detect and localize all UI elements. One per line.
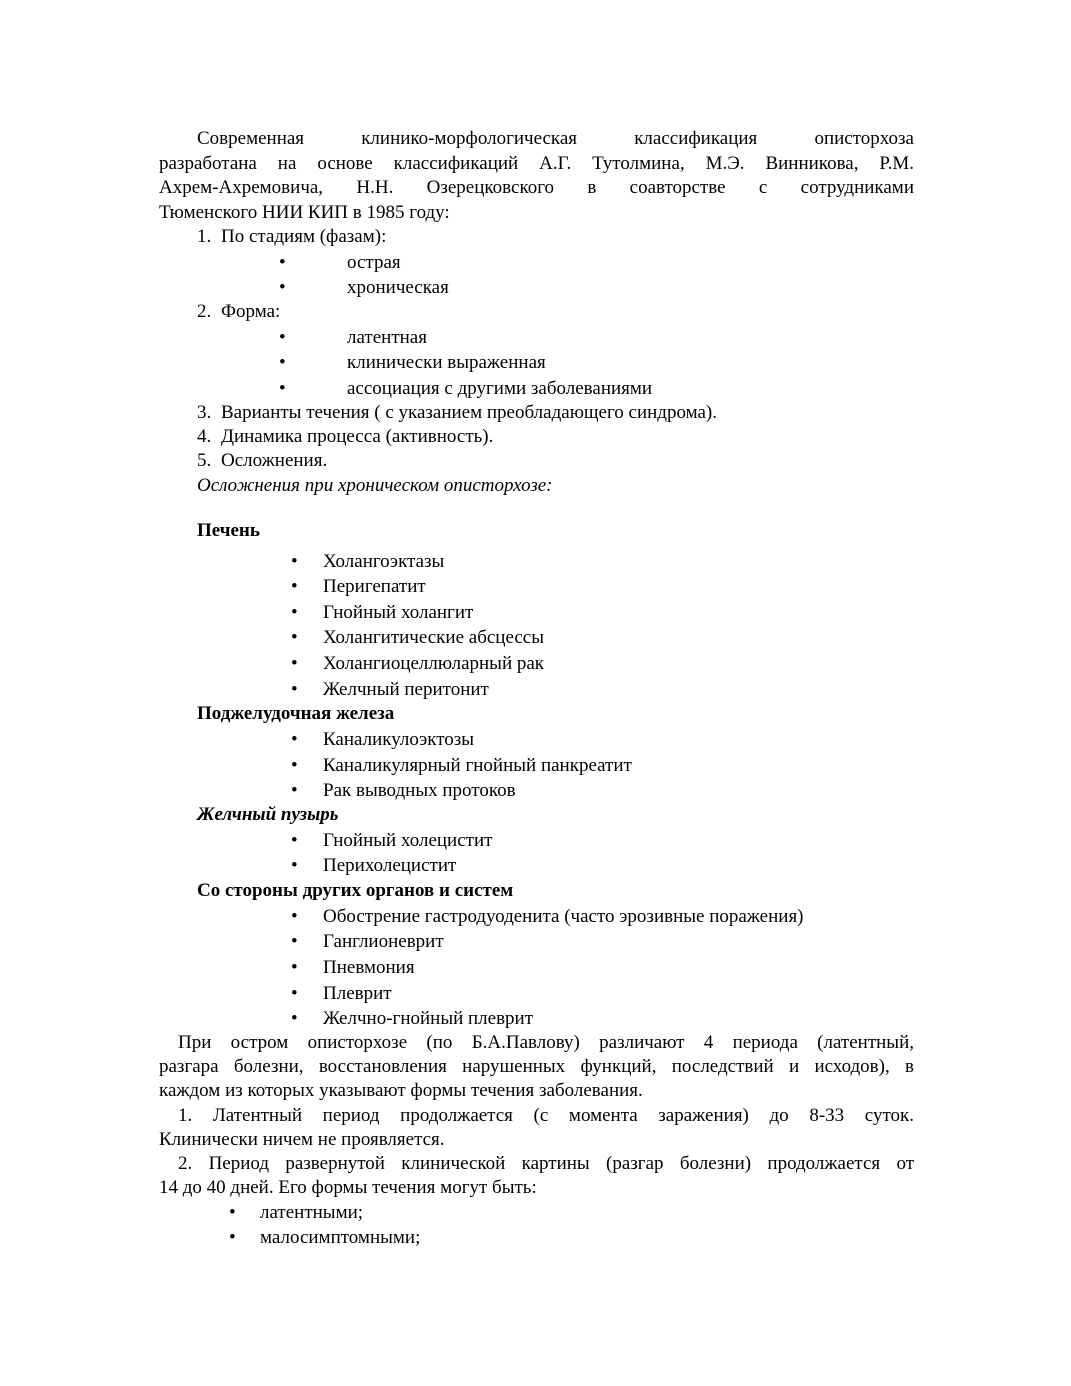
bullet-icon: • [279,277,286,298]
bullet-icon: • [291,1008,298,1029]
list-item-number: 2. [197,301,212,322]
acute-line-1: При остром описторхозе (по Б.А.Павлову) различают 4 периода (латентный, [178,1032,914,1053]
list-item: хроническая [347,277,449,298]
list-item: Желчно-гнойный плеврит [323,1008,534,1029]
bullet-icon: • [279,378,286,399]
list-item-label: Динамика процесса (активность). [221,426,494,447]
bullet-icon: • [291,931,298,952]
period1-line-2: Клинически ничем не проявляется. [159,1129,445,1150]
bullet-icon: • [291,855,298,876]
bullet-icon: • [279,252,286,273]
bullet-icon: • [291,755,298,776]
acute-line-2: разгара болезни, восстановления нарушенных функций, последствий и исходов), в [159,1056,914,1077]
bullet-icon: • [291,983,298,1004]
bullet-icon: • [291,576,298,597]
bullet-icon: • [291,957,298,978]
complications-title: Осложнения при хроническом описторхозе: [197,475,553,496]
intro-line-4: Тюменского НИИ КИП в 1985 году: [159,202,450,223]
bullet-icon: • [291,627,298,648]
bullet-icon: • [291,830,298,851]
bullet-icon: • [291,653,298,674]
list-item: Гнойный холангит [323,602,474,623]
list-item: Пневмония [323,957,415,978]
list-item: латентными; [260,1202,364,1223]
list-item: Гнойный холецистит [323,830,493,851]
list-item: Холангоэктазы [323,551,445,572]
list-item: Рак выводных протоков [323,780,516,801]
list-item: Холангитические абсцессы [323,627,545,648]
bullet-icon: • [229,1227,236,1248]
bullet-icon: • [291,729,298,750]
list-item: Ганглионеврит [323,931,444,952]
group-title-gallbladder: Желчный пузырь [197,804,339,825]
list-item-number: 3. [197,402,212,423]
bullet-icon: • [291,906,298,927]
intro-line-2: разработана на основе классификаций А.Г. Тутолмина, М.Э. Винникова, Р.М. [159,153,914,174]
list-item: Перихолецистит [323,855,457,876]
bullet-icon: • [229,1202,236,1223]
list-item: Желчный перитонит [323,679,489,700]
bullet-icon: • [291,551,298,572]
list-item-number: 1. [197,226,212,247]
group-title-other: Со стороны других органов и систем [197,880,514,901]
list-item-number: 5. [197,450,212,471]
group-title-pancreas: Поджелудочная железа [197,703,395,724]
bullet-icon: • [291,602,298,623]
intro-line-1: Современная клинико-морфологическая классификация описторхоза [197,128,914,149]
acute-line-3: каждом из которых указывают формы течения заболевания. [159,1080,643,1101]
list-item-number: 4. [197,426,212,447]
list-item: Плеврит [323,983,392,1004]
list-item-label: Осложнения. [221,450,328,471]
list-item: Каналикулярный гнойный панкреатит [323,755,632,776]
list-item: Каналикулоэктозы [323,729,475,750]
bullet-icon: • [291,679,298,700]
list-item-label: По стадиям (фазам): [221,226,387,247]
list-item: Обострение гастродуоденита (часто эрозивные поражения) [323,906,804,927]
list-item: латентная [347,327,427,348]
list-item: ассоциация с другими заболеваниями [347,378,653,399]
period2-line-1: 2. Период развернутой клинической картины (разгар болезни) продолжается от [178,1153,914,1174]
group-title-liver: Печень [197,520,260,541]
list-item-label: Варианты течения ( с указанием преобладающего синдрома). [221,402,718,423]
list-item: Перигепатит [323,576,426,597]
list-item: острая [347,252,401,273]
period1-line-1: 1. Латентный период продолжается (с момента заражения) до 8-33 суток. [178,1105,914,1126]
bullet-icon: • [291,780,298,801]
intro-line-3: Ахрем-Ахремовича, Н.Н. Озерецковского в соавторстве с сотрудниками [159,177,914,198]
list-item: Холангиоцеллюларный рак [323,653,545,674]
period2-line-2: 14 до 40 дней. Его формы течения могут быть: [159,1177,537,1198]
bullet-icon: • [279,327,286,348]
list-item: клинически выраженная [347,352,546,373]
list-item: малосимптомными; [260,1227,421,1248]
list-item-label: Форма: [221,301,281,322]
bullet-icon: • [279,352,286,373]
